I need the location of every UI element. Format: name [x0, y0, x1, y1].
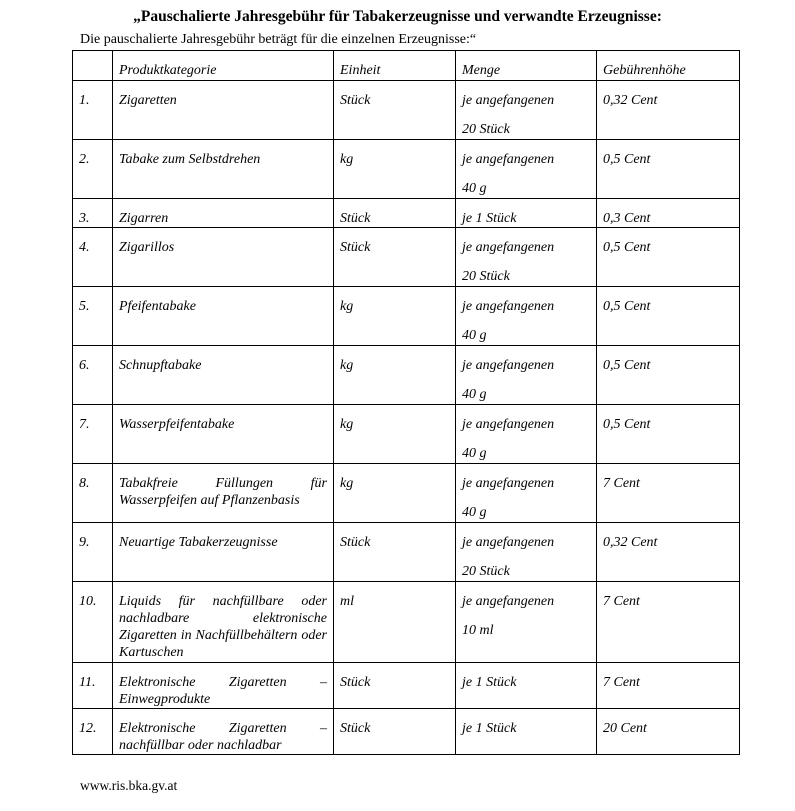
header-quantity: Menge — [456, 51, 597, 81]
row-quantity — [456, 140, 597, 199]
row-fee: 20 Cent — [597, 709, 740, 755]
quantity-line-2: 40 g — [462, 328, 487, 343]
row-category: Elektronische Zigaretten – nachfüllbar oder nachladbar — [113, 709, 334, 755]
row-quantity — [456, 199, 597, 228]
header-nr — [73, 51, 113, 81]
quantity-line-1: je angefangenen — [462, 476, 555, 491]
row-number: 10. — [73, 582, 113, 663]
row-quantity — [456, 346, 597, 405]
row-category: Zigarillos — [113, 228, 334, 287]
table-row — [73, 228, 740, 287]
row-unit: ml — [334, 582, 456, 663]
quantity-line-1: je 1 Stück — [462, 675, 517, 690]
row-category: Wasserpfeifentabake — [113, 405, 334, 464]
row-fee: 0,5 Cent — [597, 140, 740, 199]
row-number: 12. — [73, 709, 113, 755]
table-row — [73, 287, 740, 346]
quantity-line-1: je angefangenen — [462, 240, 555, 255]
header-category: Produktkategorie — [113, 51, 334, 81]
intro-text: Die pauschalierte Jahresgebühr beträgt für die einzelnen Erzeugnisse:“ — [80, 32, 477, 47]
row-fee: 7 Cent — [597, 582, 740, 663]
row-quantity — [456, 464, 597, 523]
row-fee: 0,32 Cent — [597, 81, 740, 140]
row-number: 2. — [73, 140, 113, 199]
table-row — [73, 582, 740, 663]
quantity-line-1: je 1 Stück — [462, 721, 517, 736]
quantity-line-2: 40 g — [462, 505, 487, 520]
row-category: Tabake zum Selbstdrehen — [113, 140, 334, 199]
quantity-line-1: je angefangenen — [462, 152, 555, 167]
quantity-line-2: 40 g — [462, 181, 487, 196]
table-row — [73, 346, 740, 405]
row-unit: Stück — [334, 709, 456, 755]
row-quantity — [456, 582, 597, 663]
table-header-row — [73, 51, 740, 81]
quantity-line-1: je 1 Stück — [462, 211, 517, 226]
row-unit: Stück — [334, 81, 456, 140]
row-number: 5. — [73, 287, 113, 346]
row-unit: Stück — [334, 228, 456, 287]
table-row — [73, 140, 740, 199]
quantity-line-1: je angefangenen — [462, 594, 555, 609]
row-fee: 0,5 Cent — [597, 405, 740, 464]
row-unit: kg — [334, 464, 456, 523]
row-category: Schnupftabake — [113, 346, 334, 405]
row-fee: 0,5 Cent — [597, 287, 740, 346]
row-unit: kg — [334, 140, 456, 199]
row-unit: Stück — [334, 199, 456, 228]
row-number: 3. — [73, 199, 113, 228]
table-row — [73, 523, 740, 582]
row-unit: kg — [334, 287, 456, 346]
row-fee: 7 Cent — [597, 663, 740, 709]
quantity-line-2: 20 Stück — [462, 269, 510, 284]
row-fee: 0,5 Cent — [597, 346, 740, 405]
row-unit: kg — [334, 405, 456, 464]
row-quantity — [456, 663, 597, 709]
row-category: Zigaretten — [113, 81, 334, 140]
quantity-line-2: 20 Stück — [462, 564, 510, 579]
row-quantity — [456, 287, 597, 346]
row-unit: Stück — [334, 523, 456, 582]
header-unit: Einheit — [334, 51, 456, 81]
row-number: 11. — [73, 663, 113, 709]
quantity-line-2: 40 g — [462, 446, 487, 461]
row-unit: Stück — [334, 663, 456, 709]
header-fee: Gebührenhöhe — [597, 51, 740, 81]
row-fee: 0,5 Cent — [597, 228, 740, 287]
row-category: Liquids für nachfüllbare oder nachladbare elektronische Zigaretten in Nachfüllbehältern oder Kartuschen — [113, 582, 334, 663]
table-row — [73, 663, 740, 709]
row-category: Zigarren — [113, 199, 334, 228]
row-number: 7. — [73, 405, 113, 464]
quantity-line-2: 10 ml — [462, 623, 494, 638]
quantity-line-1: je angefangenen — [462, 358, 555, 373]
table-row — [73, 81, 740, 140]
quantity-line-1: je angefangenen — [462, 535, 555, 550]
row-fee: 0,32 Cent — [597, 523, 740, 582]
quantity-line-2: 40 g — [462, 387, 487, 402]
table-row — [73, 709, 740, 755]
row-number: 1. — [73, 81, 113, 140]
row-category: Pfeifentabake — [113, 287, 334, 346]
row-category: Tabakfreie Füllungen für Wasserpfeifen auf Pflanzenbasis — [113, 464, 334, 523]
row-quantity — [456, 81, 597, 140]
row-fee: 7 Cent — [597, 464, 740, 523]
quantity-line-2: 20 Stück — [462, 122, 510, 137]
row-number: 4. — [73, 228, 113, 287]
row-number: 9. — [73, 523, 113, 582]
row-category: Elektronische Zigaretten – Einwegprodukte — [113, 663, 334, 709]
document-heading: „Pauschalierte Jahresgebühr für Tabakerzeugnisse und verwandte Erzeugnisse: — [133, 8, 662, 25]
table-row — [73, 405, 740, 464]
fee-table — [72, 50, 740, 755]
row-category: Neuartige Tabakerzeugnisse — [113, 523, 334, 582]
table-row — [73, 199, 740, 228]
row-number: 6. — [73, 346, 113, 405]
quantity-line-1: je angefangenen — [462, 299, 555, 314]
row-number: 8. — [73, 464, 113, 523]
quantity-line-1: je angefangenen — [462, 417, 555, 432]
row-quantity — [456, 523, 597, 582]
row-quantity — [456, 228, 597, 287]
row-fee: 0,3 Cent — [597, 199, 740, 228]
row-unit: kg — [334, 346, 456, 405]
quantity-line-1: je angefangenen — [462, 93, 555, 108]
footer-source-link[interactable]: www.ris.bka.gv.at — [80, 778, 178, 793]
row-quantity — [456, 405, 597, 464]
table-row — [73, 464, 740, 523]
row-quantity — [456, 709, 597, 755]
